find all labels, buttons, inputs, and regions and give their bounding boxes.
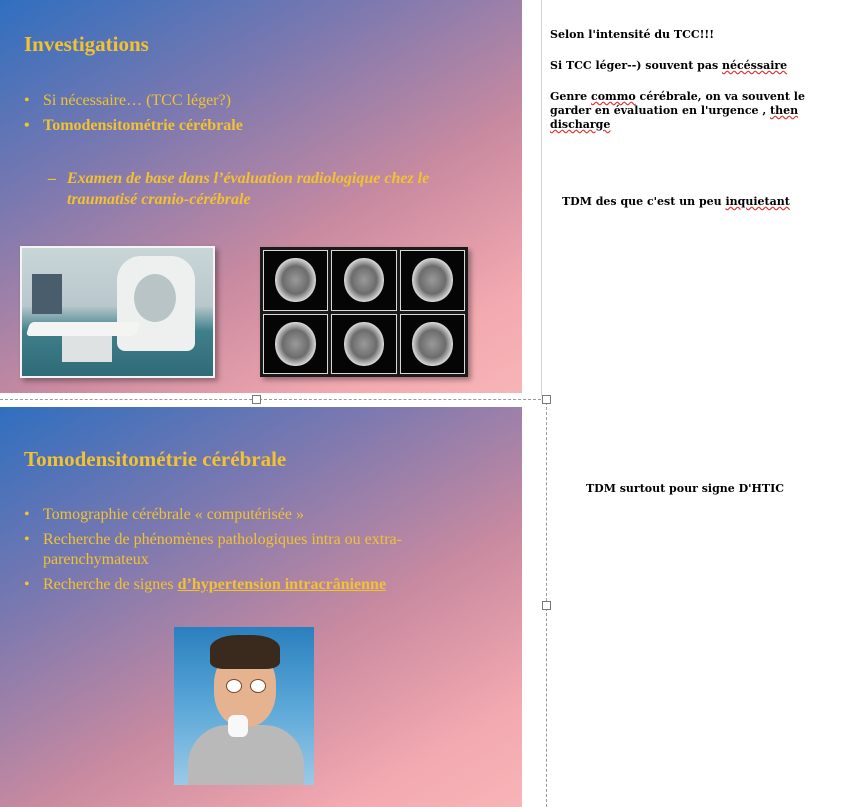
cart-shape [32, 274, 62, 314]
slide-2-title: Tomodensitométrie cérébrale [24, 447, 287, 471]
note-line: TDM surtout pour signe D'HTIC [586, 482, 784, 495]
misspelled-word: commo [591, 90, 636, 103]
sub-bullet-text: Examen de base dans l’évaluation radiologique chez le traumatisé cranio-cérébrale [67, 170, 430, 208]
tissue-shape [228, 715, 248, 737]
note-text: Si TCC léger--) souvent pas [550, 59, 722, 72]
hypertension-link[interactable]: d’hypertension intracrânienne [177, 576, 387, 593]
resize-handle[interactable] [542, 601, 551, 610]
bullet-item: • Si nécessaire… (TCC léger?) [24, 91, 494, 111]
bullet-text: Recherche de signes [43, 576, 178, 593]
scan-slice [331, 250, 396, 311]
note-text: Genre [550, 90, 592, 103]
scan-slice [263, 250, 328, 311]
misspelled-word: then [770, 104, 799, 117]
bullet-item: • Recherche de phénomènes pathologiques intra ou extra-parenchymateux [24, 530, 464, 570]
resize-handle[interactable] [252, 395, 261, 404]
slide-2[interactable] [0, 407, 522, 807]
note-text: TDM des que c'est un peu [562, 195, 726, 208]
couch-shape [26, 322, 141, 336]
scan-slice [400, 250, 465, 311]
note-line: Selon l'intensité du TCC!!! [550, 28, 715, 41]
eye-shape [250, 679, 266, 693]
misspelled-word: discharge [550, 118, 611, 131]
gantry-bore [134, 274, 176, 322]
dash-marker: – [48, 170, 56, 187]
eye-shape [226, 679, 242, 693]
ct-scanner-image [20, 246, 215, 378]
bullet-item: • Tomographie cérébrale « computérisée » [24, 505, 464, 525]
note-line [550, 59, 835, 73]
note-text: cérébrale, on va souvent le garder en évaluation en l'urgence , [550, 90, 805, 117]
couch-base [62, 336, 112, 362]
misspelled-word: nécéssaire [721, 59, 788, 72]
slide-1[interactable] [0, 0, 522, 393]
misspelled-word: inquietant [725, 195, 790, 208]
sub-bullet [48, 168, 478, 210]
bullet-item: • Tomodensitométrie cérébrale [24, 116, 494, 136]
slide-1-title: Investigations [24, 32, 149, 56]
ct-scans-image [260, 247, 468, 377]
slide-separator [0, 399, 546, 400]
notes-slide-2[interactable] [586, 482, 836, 496]
resize-handle[interactable] [542, 395, 551, 404]
slide-1-bullets [24, 91, 494, 141]
note-line [550, 90, 835, 132]
note-line [562, 195, 842, 209]
notes-slide-1-extra[interactable] [562, 195, 842, 209]
scan-slice [263, 314, 328, 375]
scan-slice [400, 314, 465, 375]
worried-man-image [174, 627, 314, 785]
bullet-item [24, 575, 464, 595]
scan-slice [331, 314, 396, 375]
notes-slide-1[interactable] [550, 28, 835, 149]
pane-divider [541, 0, 542, 396]
hair-shape [210, 635, 280, 669]
slide-2-bullets [24, 505, 464, 600]
